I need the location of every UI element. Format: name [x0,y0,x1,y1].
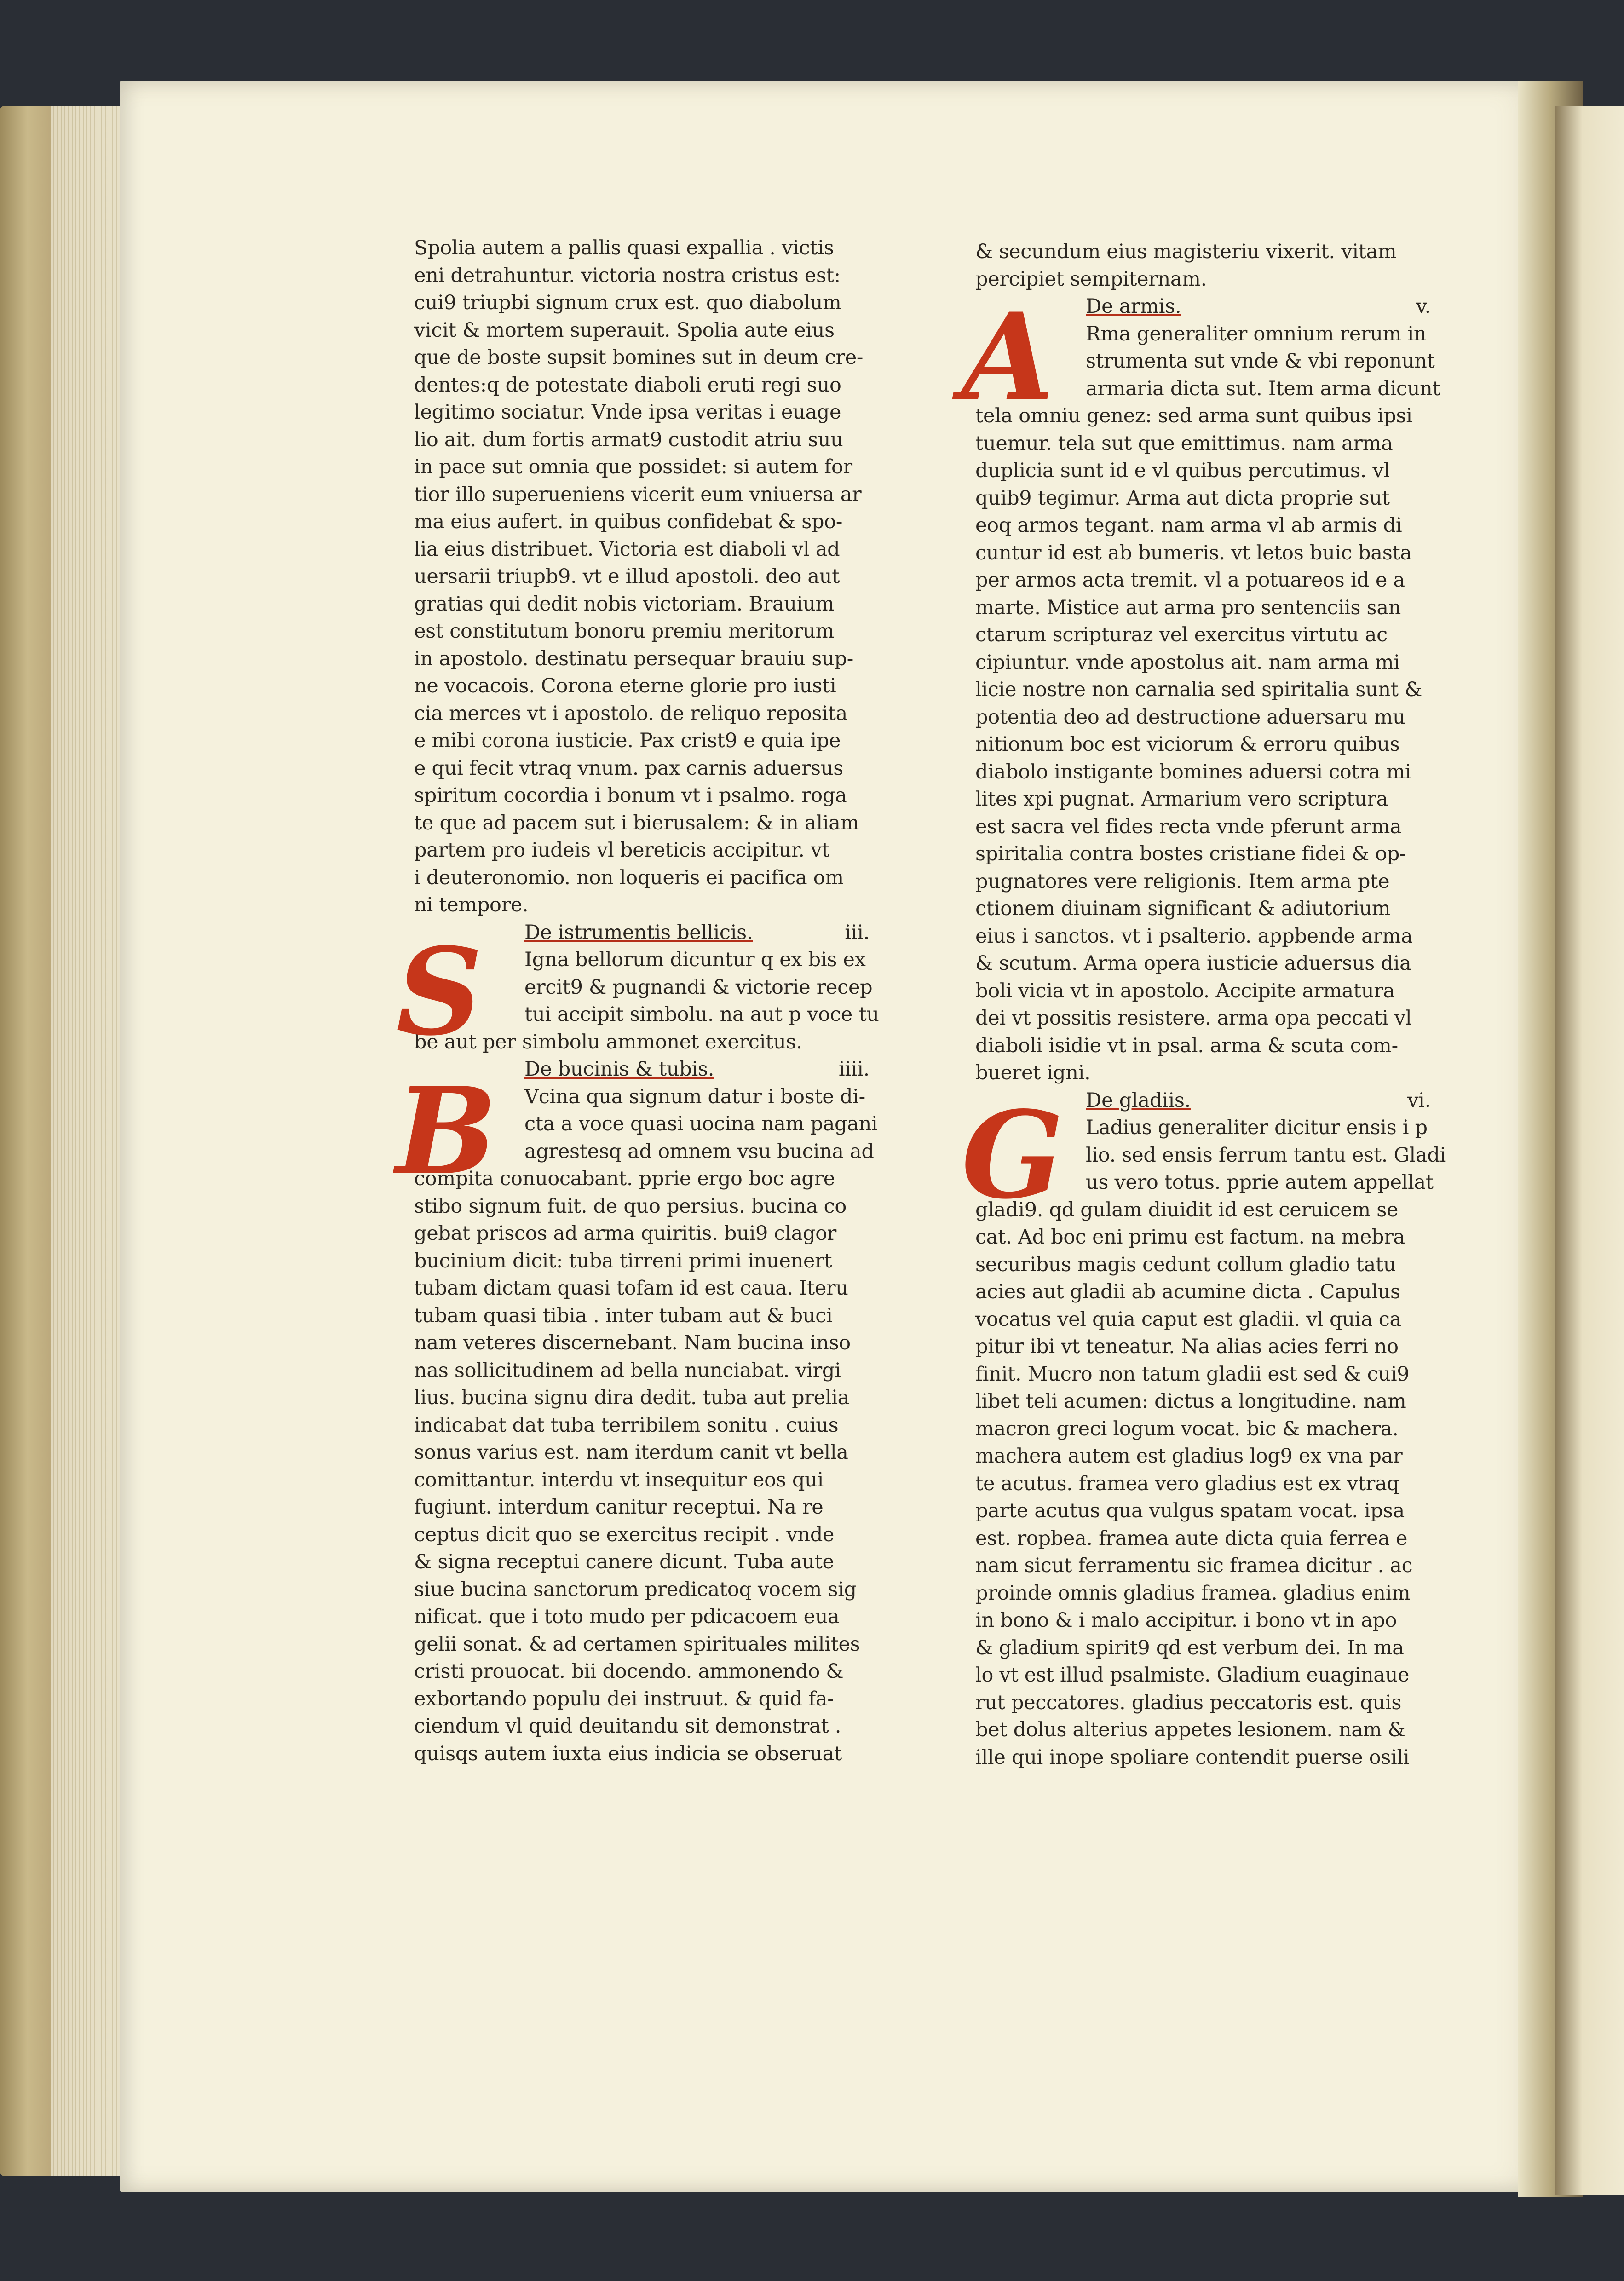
text-line: legitimo sociatur. Vnde ipsa veritas i euage [414,401,841,424]
text-line: comittantur. interdu vt insequitur eos qui [414,1468,824,1492]
text-line: macron greci logum vocat. bic & machera. [975,1417,1399,1440]
text-line: e qui fecit vtraq vnum. pax carnis aduersus [414,756,843,780]
text-line: parte acutus qua vulgus spatam vocat. ipsa [975,1499,1405,1522]
text-line: ciendum vl quid deuitandu sit demonstrat . [414,1715,841,1738]
text-line: gelii sonat. & ad certamen spirituales milites [414,1632,860,1656]
text-line: cui9 triupbi signum crux est. quo diabolum [414,291,841,314]
text-line: exbortando populu dei instruut. & quid fa- [414,1687,834,1711]
text-line: eni detrahuntur. victoria nostra cristus est: [414,264,841,287]
text-line: bet dolus alterius appetes lesionem. nam & [975,1718,1405,1741]
illuminated-initial: A [962,287,1054,427]
text-line: ceptus dicit quo se exercitus recipit . vnde [414,1523,835,1546]
text-line: spiritalia contra bostes cristiane fidei & op- [975,842,1406,865]
text-line: in bono & i malo accipitur. i bono vt in apo [975,1609,1397,1632]
text-line: acies aut gladii ab acumine dicta . Capulus [975,1280,1400,1303]
text-line: vocatus vel quia caput est gladii. vl quia ca [975,1308,1401,1331]
heading-text: De armis. [1086,295,1181,318]
text-line: lo vt est illud psalmiste. Gladium euaginaue [975,1664,1410,1687]
text-line: cuntur id est ab bumeris. vt letos buic basta [975,541,1412,564]
text-line: ille qui inope spoliare contendit puerse osili [975,1745,1410,1769]
text-line: vicit & mortem superauit. Spolia aute eius [414,318,835,342]
text-line: ctionem diuinam significant & adiutorium [975,897,1391,920]
text-line: quib9 tegimur. Arma aut dicta proprie sut [975,486,1390,510]
heading-number: vi. [1407,1089,1431,1112]
text-line: lia eius distribuet. Victoria est diaboli vl ad [414,537,840,561]
text-line: in apostolo. destinatu persequar brauiu sup- [414,647,853,670]
text-line: tubam quasi tibia . inter tubam aut & buci [414,1304,833,1327]
text-line: us vero totus. pprie autem appellat [1086,1171,1434,1194]
text-line: potentia deo ad destructione aduersaru mu [975,705,1405,729]
text-line: marte. Mistice aut arma pro sentenciis san [975,596,1401,619]
text-line: tui accipit simbolu. na aut p voce tu [524,1003,879,1026]
text-line: te acutus. framea vero gladius est ex vtraq [975,1472,1399,1495]
text-line: lius. bucina signu dira dedit. tuba aut prelia [414,1386,850,1409]
text-line: rut peccatores. gladius peccatoris est. quis [975,1691,1402,1714]
text-line: percipiet sempiternam. [975,267,1207,291]
text-line: securibus magis cedunt collum gladio tatu [975,1253,1396,1276]
heading-number: iiii. [838,1058,870,1081]
text-line: nificat. que i toto mudo per pdicacoem eua [414,1605,840,1628]
text-line: cipiuntur. vnde apostolus ait. nam arma mi [975,651,1400,674]
text-line: spiritum cocordia i bonum vt i psalmo. roga [414,784,847,807]
text-line: que de boste supsit bomines sut in deum cre- [414,346,864,369]
text-line: tuemur. tela sut que emittimus. nam arma [975,432,1393,455]
text-line: i deuteronomio. non loqueris ei pacifica om [414,866,844,889]
right-column [962,238,1449,1771]
text-line: gratias qui dedit nobis victoriam. Brauium [414,592,835,616]
text-line: libet teli acumen: dictus a longitudine. nam [975,1390,1406,1413]
text-line: machera autem est gladius log9 ex vna par [975,1445,1403,1468]
text-line: cia merces vt i apostolo. de reliquo reposita [414,702,847,725]
text-line: est constitutum bonoru premiu meritorum [414,620,834,643]
left-column [396,235,888,1768]
text-line: bueret igni. [975,1061,1091,1084]
left-para-1 [414,235,888,919]
text-line: boli vicia vt in apostolo. Accipite armatura [975,979,1395,1002]
text-line: lio. sed ensis ferrum tantu est. Gladi [1086,1143,1446,1167]
text-line: ne vocacois. Corona eterne glorie pro iusti [414,674,836,697]
text-line: tela omniu genez: sed arma sunt quibus ipsi [975,404,1412,427]
text-line: uersarii triupb9. vt e illud apostoli. deo aut [414,565,840,588]
text-line: finit. Mucro non tatum gladii est sed & cui9 [975,1362,1410,1386]
heading-text: De istrumentis bellicis. [524,921,753,944]
text-line: & secundum eius magisteriu vixerit. vitam [975,240,1397,263]
text-line: nam sicut ferramentu sic framea dicitur . ac [975,1554,1413,1577]
text-line: indicabat dat tuba terribilem sonitu . cuius [414,1413,839,1437]
illuminated-initial: B [396,1061,497,1202]
text-line: bucinium dicit: tuba tirreni primi inuenert [414,1249,832,1273]
heading-text: De gladiis. [1086,1089,1191,1112]
text-line: in pace sut omnia que possidet: si autem for [414,455,852,478]
text-line: ni tempore. [414,893,529,916]
heading-number: v. [1416,295,1431,318]
right-para-1 [975,238,1449,293]
facing-page-edge [1555,106,1624,2195]
illuminated-initial: S [396,922,483,1062]
text-line: strumenta sut vnde & vbi reponunt [1086,350,1435,373]
text-line: armaria dicta sut. Item arma dicunt [1086,377,1440,400]
text-line: siue bucina sanctorum predicatoq vocem sig [414,1578,857,1601]
text-line: cat. Ad boc eni primu est factum. na mebra [975,1226,1405,1249]
text-line: est. ropbea. framea aute dicta quia ferrea e [975,1526,1408,1550]
text-line: tior illo superueniens vicerit eum vniuersa ar [414,483,862,506]
text-line: est sacra vel fides recta vnde pferunt arma [975,815,1402,838]
text-line: nam veteres discernebant. Nam bucina inso [414,1331,851,1354]
text-line: ctarum scripturaz vel exercitus virtutu ac [975,623,1388,646]
text-line: nas sollicitudinem ad bella nunciabat. virgi [414,1359,841,1382]
text-line: compita conuocabant. pprie ergo boc agre [414,1167,835,1190]
section-heading [414,919,888,947]
text-line: cristi prouocat. bii docendo. ammonendo & [414,1660,844,1683]
text-line: & signa receptui canere dicunt. Tuba aute [414,1550,834,1573]
text-line: duplicia sunt id e vl quibus percutimus. vl [975,459,1390,482]
text-line: tubam dictam quasi tofam id est caua. Iteru [414,1277,848,1300]
text-line: ma eius aufert. in quibus confidebat & spo- [414,510,843,533]
text-line: per armos acta tremit. vl a potuareos id e a [975,569,1405,592]
text-line: proinde omnis gladius framea. gladius enim [975,1581,1411,1605]
text-line: lio ait. dum fortis armat9 custodit atriu suu [414,428,843,451]
text-line: be aut per simbolu ammonet exercitus. [414,1030,802,1054]
text-line: Vcina qua signum datur i boste di- [524,1085,865,1108]
text-line: fugiunt. interdum canitur receptui. Na re [414,1496,824,1519]
text-line: gebat priscos ad arma quiritis. bui9 clagor [414,1222,837,1245]
text-line: diabolo instigante bomines aduersi cotra mi [975,760,1411,783]
text-line: lites xpi pugnat. Armarium vero scriptura [975,788,1388,811]
text-line: te que ad pacem sut i bierusalem: & in aliam [414,811,859,835]
text-line: partem pro iudeis vl bereticis accipitur. vt [414,839,830,862]
text-line: ercit9 & pugnandi & victorie recep [524,975,873,999]
heading-text: De bucinis & tubis. [524,1058,714,1081]
text-line: & gladium spirit9 qd est verbum dei. In ma [975,1636,1404,1659]
illuminated-initial: G [962,1085,1064,1226]
text-line: dei vt possitis resistere. arma opa peccati vl [975,1007,1412,1030]
text-line: quisqs autem iuxta eius indicia se obseruat [414,1742,842,1765]
text-line: Spolia autem a pallis quasi expallia . victis [414,236,834,259]
text-line: eius i sanctos. vt i psalterio. appbende arma [975,924,1413,948]
heading-number: iii. [845,921,870,944]
text-line: licie nostre non carnalia sed spiritalia sunt & [975,678,1422,701]
text-line: diaboli isidie vt in psal. arma & scuta com- [975,1034,1398,1057]
text-line: sonus varius est. nam iterdum canit vt bella [414,1441,848,1464]
text-line: Ladius generaliter dicitur ensis i p [1086,1116,1428,1139]
text-line: agrestesq ad omnem vsu bucina ad [524,1140,874,1163]
text-line: & scutum. Arma opera iusticie aduersus dia [975,952,1411,975]
text-line: eoq armos tegant. nam arma vl ab armis di [975,514,1402,537]
text-line: nitionum boc est viciorum & erroru quibus [975,733,1400,756]
text-line: dentes:q de potestate diaboli eruti regi suo [414,373,841,397]
text-line: Igna bellorum dicuntur q ex bis ex [524,948,866,971]
text-line: e mibi corona iusticie. Pax crist9 e quia ipe [414,729,841,752]
text-line: cta a voce quasi uocina nam pagani [524,1112,878,1135]
text-line: pitur ibi vt teneatur. Na alias acies ferri no [975,1335,1399,1358]
text-line: gladi9. qd gulam diuidit id est ceruicem se [975,1198,1399,1221]
text-line: pugnatores vere religionis. Item arma pte [975,870,1390,893]
text-line: Rma generaliter omnium rerum in [1086,322,1427,346]
text-line: stibo signum fuit. de quo persius. bucina co [414,1194,847,1218]
